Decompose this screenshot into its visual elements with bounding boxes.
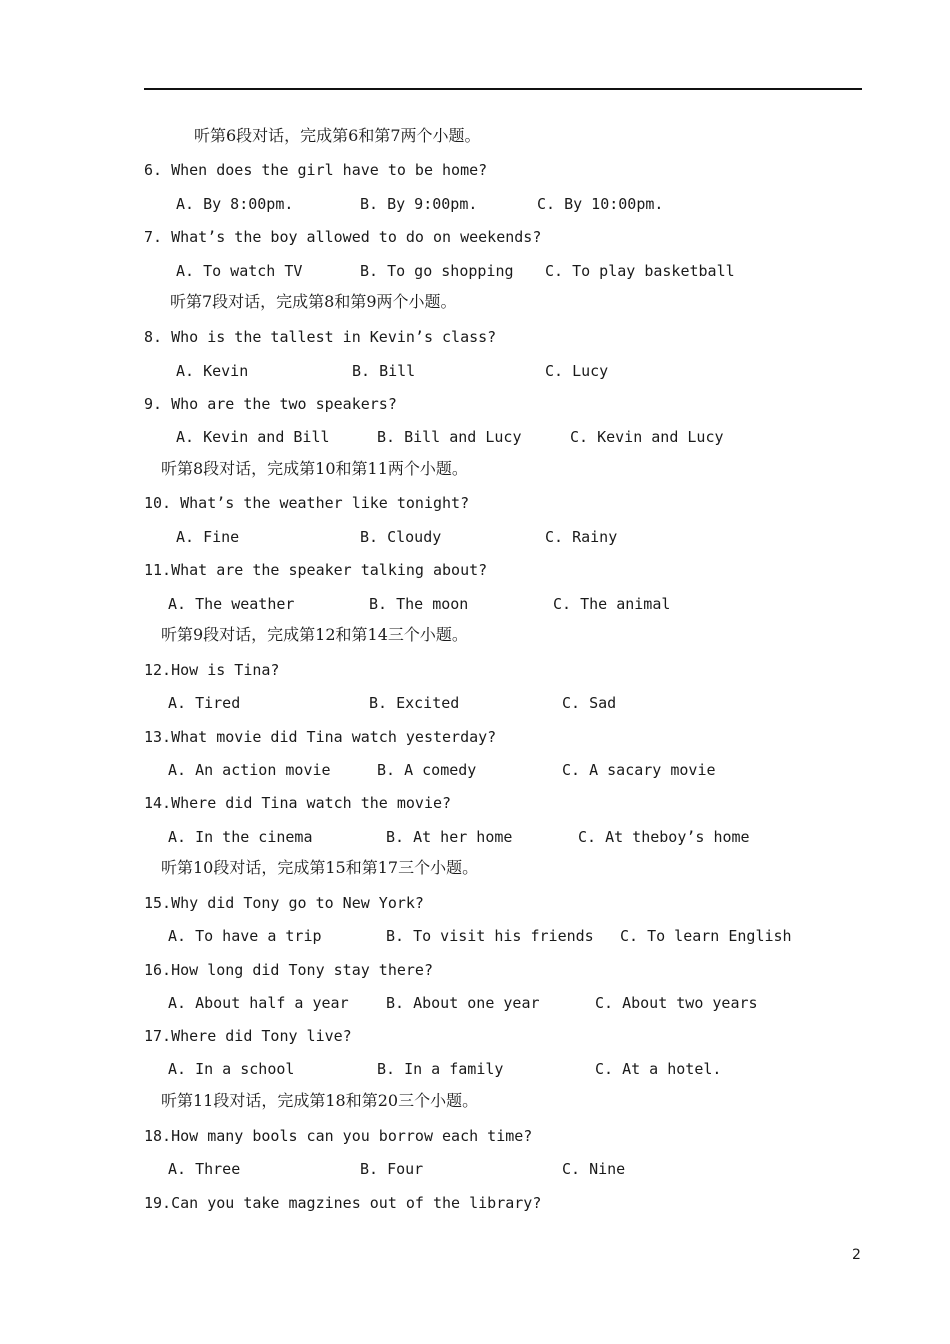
section-instruction: 听第9段对话，完成第12和第14三个小题。 — [161, 625, 468, 644]
option-c: C. At theboy’s home — [578, 828, 750, 846]
option-a: A. In the cinema — [168, 828, 313, 846]
question-18: 18.How many bools can you borrow each time? — [144, 1127, 533, 1145]
option-a: A. By 8:00pm. — [176, 195, 294, 213]
question-9: 9. Who are the two speakers? — [144, 395, 397, 413]
option-c: C. By 10:00pm. — [537, 195, 664, 213]
option-c: C. A sacary movie — [562, 761, 716, 779]
option-b: B. A comedy — [377, 761, 477, 779]
option-c: C. To play basketball — [545, 262, 735, 280]
question-7: 7. What’s the boy allowed to do on weekends? — [144, 228, 542, 246]
option-a: A. An action movie — [168, 761, 331, 779]
option-b: B. In a family — [377, 1060, 504, 1078]
section-instruction: 听第6段对话，完成第6和第7两个小题。 — [194, 126, 481, 145]
question-17: 17.Where did Tony live? — [144, 1027, 352, 1045]
option-c: C. Nine — [562, 1160, 626, 1178]
page-number: 2 — [852, 1247, 861, 1263]
option-c: C. Lucy — [545, 362, 609, 380]
option-a: A. Kevin — [176, 362, 249, 380]
question-15: 15.Why did Tony go to New York? — [144, 894, 424, 912]
option-b: B. To visit his friends — [386, 927, 594, 945]
option-a: A. About half a year — [168, 994, 349, 1012]
option-a: A. Tired — [168, 694, 241, 712]
question-14: 14.Where did Tina watch the movie? — [144, 794, 452, 812]
option-b: B. To go shopping — [360, 262, 514, 280]
option-b: B. Bill and Lucy — [377, 428, 522, 446]
section-instruction: 听第10段对话，完成第15和第17三个小题。 — [161, 858, 479, 877]
question-11: 11.What are the speaker talking about? — [144, 561, 488, 579]
option-a: A. To have a trip — [168, 927, 322, 945]
question-16: 16.How long did Tony stay there? — [144, 961, 433, 979]
option-b: B. Cloudy — [360, 528, 442, 546]
option-a: A. In a school — [168, 1060, 295, 1078]
option-b: B. The moon — [369, 595, 469, 613]
option-c: C. To learn English — [620, 927, 792, 945]
option-c: C. Sad — [562, 694, 617, 712]
option-b: B. Excited — [369, 694, 460, 712]
question-6: 6. When does the girl have to be home? — [144, 161, 488, 179]
question-8: 8. Who is the tallest in Kevin’s class? — [144, 328, 497, 346]
option-c: C. At a hotel. — [595, 1060, 722, 1078]
option-a: A. The weather — [168, 595, 295, 613]
option-c: C. Rainy — [545, 528, 618, 546]
question-10: 10. What’s the weather like tonight? — [144, 494, 470, 512]
section-instruction: 听第7段对话，完成第8和第9两个小题。 — [170, 292, 457, 311]
section-instruction: 听第8段对话，完成第10和第11两个小题。 — [161, 459, 468, 478]
option-a: A. Three — [168, 1160, 241, 1178]
option-b: B. By 9:00pm. — [360, 195, 478, 213]
question-19: 19.Can you take magzines out of the library? — [144, 1194, 542, 1212]
option-a: A. To watch TV — [176, 262, 303, 280]
question-12: 12.How is Tina? — [144, 661, 280, 679]
option-b: B. About one year — [386, 994, 540, 1012]
option-a: A. Kevin and Bill — [176, 428, 330, 446]
option-b: B. At her home — [386, 828, 513, 846]
option-a: A. Fine — [176, 528, 240, 546]
question-13: 13.What movie did Tina watch yesterday? — [144, 728, 497, 746]
option-b: B. Bill — [352, 362, 416, 380]
option-c: C. Kevin and Lucy — [570, 428, 724, 446]
section-instruction: 听第11段对话，完成第18和第20三个小题。 — [161, 1091, 479, 1110]
option-b: B. Four — [360, 1160, 424, 1178]
option-c: C. About two years — [595, 994, 758, 1012]
option-c: C. The animal — [553, 595, 671, 613]
